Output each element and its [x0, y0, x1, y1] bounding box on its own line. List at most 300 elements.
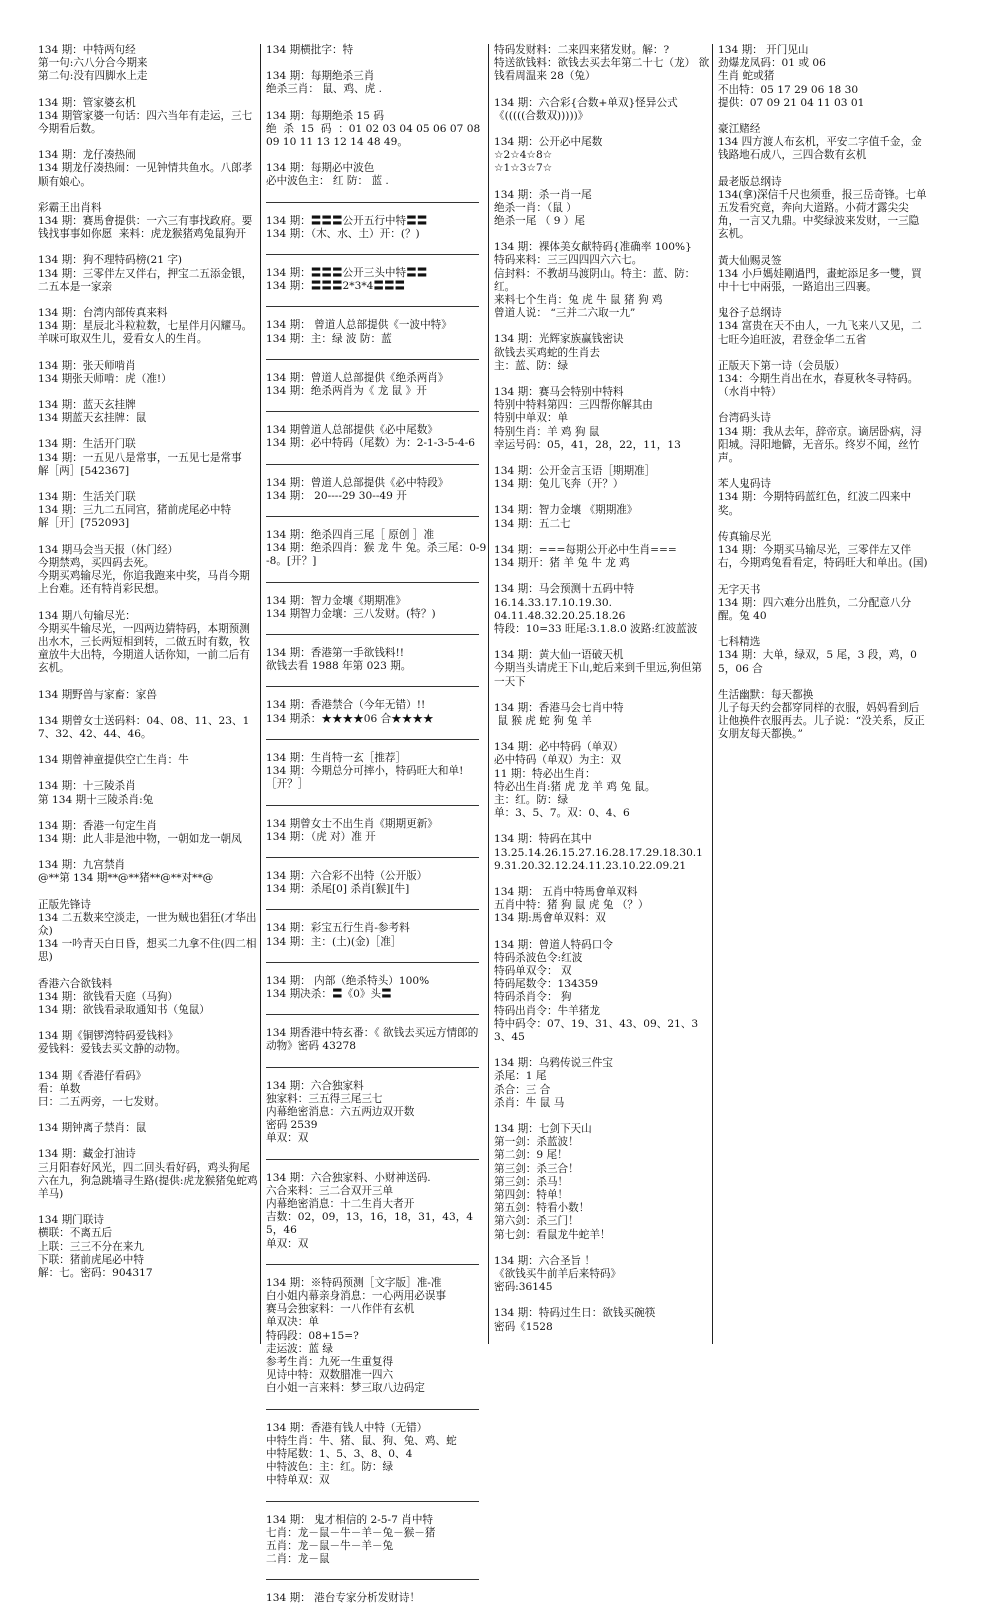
block-heading: 134 期： 鬼才相信的 2-5-7 肖中特 [266, 1513, 434, 1526]
block-line: 今期禁鸡，买四码去死。 [38, 556, 155, 569]
block-line: 134 期决杀：〓《0》头〓 [266, 987, 392, 1000]
block-line: 提供：07 09 21 04 11 03 01 [718, 96, 865, 109]
block-line: 单双：双 [266, 1132, 309, 1145]
column-3 [490, 44, 712, 1344]
block-heading: 134 期：乌鸦传说三件宝 [494, 1057, 613, 1070]
block-line: 特必出生肖:猪 虎 龙 羊 鸡 兔 鼠。 [494, 780, 656, 793]
block-divider [266, 202, 479, 203]
block-line: 134 期：（木、水、土）开：(？) [266, 227, 420, 240]
block-line: 134 期：我从去年，辞帝京。谪居卧病，浔阳城。浔阳地僻，无音乐。终岁不闻，丝竹声。 [718, 425, 922, 465]
text-block [38, 202, 260, 242]
text-block [38, 491, 260, 531]
text-block [266, 752, 488, 792]
block-line: 134 期：此人非是池中物，一朝如龙一朝凤 [38, 832, 242, 845]
block-heading: 134 期：绝杀四肖三尾［ 原创 ］准 [266, 529, 435, 542]
block-line: 134(拿)深信千尺也须垂，报三岳奇锋。七单五发看究竟，奔向大道路。小荷才露尖尖角，一言又九鼎。中奖绿波来发财，一三隐玄机。 [718, 188, 927, 241]
block-heading: 黃大仙赐灵签 [718, 254, 782, 267]
text-block [494, 136, 712, 176]
block-heading: 134 期：六合彩不出特（公开版） [266, 869, 428, 882]
text-block [38, 1030, 260, 1056]
block-line: 134 一吟青天白日昏，想买二九拿不住(四二相思) [38, 938, 257, 964]
block-heading: 134 期：曾道人总部提供《绝杀两肖》 [266, 371, 449, 384]
text-block [266, 215, 488, 241]
block-line: 欲钱去看 1988 年第 023 期。 [266, 660, 412, 673]
block-heading: 134 期：※特码预测［文字版］准-准 [266, 1276, 442, 1289]
block-line: 11 期：特必出生肖： [494, 767, 596, 780]
block-line: 134 期：今期买马输尽光，三零伴左又伴右，今期鸡兔看看定，特码旺大和单出。(国) [718, 544, 928, 570]
block-line: 134 期：欲钱看天庭（马狗） [38, 990, 179, 1003]
block-line: 解［开］[752093] [38, 517, 130, 530]
block-line: 单：3、5、7。双：0、4、6 [494, 807, 630, 820]
block-heading: 134 期：特码过生日：欲钱买碗筷 [494, 1307, 656, 1320]
text-block [266, 870, 488, 896]
block-line: 密码《1528 [494, 1320, 553, 1333]
block-line: 特码尾数令：134359 [494, 978, 599, 991]
text-block [266, 1080, 488, 1146]
block-line: 第一句:六八分合今期来 [38, 57, 148, 70]
block-heading: 134 期： 开门见山 [718, 44, 809, 56]
text-block [38, 1214, 260, 1280]
block-divider [266, 857, 479, 858]
block-divider [266, 1014, 479, 1015]
text-block [494, 333, 712, 373]
block-heading: 台湾码头诗 [718, 412, 771, 425]
block-heading: 134 期：生活关门联 [38, 491, 136, 504]
block-line: 鼠 猴 虎 蛇 狗 兔 羊 [494, 714, 592, 727]
text-block [494, 886, 712, 926]
block-line: 看：单数 [38, 1082, 81, 1095]
block-line: 幸运号码：05，41，28，22，11，13 [494, 438, 681, 451]
text-block [494, 504, 712, 530]
text-block [266, 595, 488, 621]
text-block [38, 307, 260, 347]
block-line: 特码杀波色令:红波 [494, 951, 583, 964]
text-block [266, 1514, 488, 1567]
block-divider [266, 516, 479, 517]
block-line: 不出特：05 17 29 06 18 30 [718, 83, 859, 96]
block-line: 今期买牛输尽光，一四两边猜特码，本期预测出水木，三长两短相到转，二做五时有数，牧童放牛大出特，今期道人话你知，一前二后有玄机。 [38, 622, 250, 675]
block-heading: 134 期：中特两句经 [38, 44, 136, 56]
block-line: 解：七。密码：904317 [38, 1267, 153, 1280]
block-line: 白小姐一言来料：梦三取八边码定 [266, 1382, 425, 1395]
block-heading: 134 期：每期绝杀三肖 [266, 70, 375, 83]
block-line: 赛马会独家料：一八作伴有玄机 [266, 1303, 415, 1316]
text-block [494, 583, 712, 636]
block-line: 134 期：大单，绿双，5 尾，3 段，鸡，05，06 合 [718, 649, 917, 675]
text-block [266, 70, 488, 96]
block-line: 第二句:没有四脚水上走 [38, 70, 148, 83]
text-block [718, 360, 928, 400]
text-block [38, 754, 260, 767]
block-heading: 134 期：香港有钱人中特（无错） [266, 1421, 428, 1434]
block-heading: 134 期：每期绝杀 15 码 [266, 109, 384, 122]
block-line: 特码段：08+15=? [266, 1329, 359, 1342]
text-block [718, 412, 928, 465]
text-block [494, 649, 712, 689]
block-line: 134 期智力金壤：三八发财。(特？) [266, 607, 436, 620]
block-line: 第五剑：特看小数！ [494, 1202, 590, 1215]
text-block [266, 699, 488, 725]
text-block [38, 689, 260, 702]
text-block [266, 424, 488, 450]
block-heading: 豪江赌经 [718, 123, 761, 136]
block-heading: 134 期：光辉家族赢钱密诀 [494, 333, 624, 346]
block-heading: 134 期：〓〓〓公开三头中特〓〓 [266, 267, 428, 280]
block-line: 必中特码（单双）为主：双 [494, 754, 622, 767]
block-line: 曾道人说： “三并二六取一九” [494, 307, 636, 320]
block-line: 爱钱料：爱钱去买文静的动物。 [38, 1043, 187, 1056]
block-heading: 134 期门联诗 [38, 1214, 104, 1227]
text-block [266, 1592, 488, 1605]
text-block [494, 1307, 712, 1333]
block-heading: 134 期：六合独家料、小财神送码. [266, 1171, 431, 1184]
column-1 [34, 44, 260, 1344]
block-line: 16.14.33.17.10.19.30. [494, 596, 612, 609]
block-line: 第三剑：杀马！ [494, 1175, 569, 1188]
block-heading: 生活幽默：每天都换 [718, 688, 814, 701]
column-divider [260, 44, 261, 1344]
block-line: 134 四方渡人布玄机，平安二字值千金，金钱路地石成八，三四合数有玄机 [718, 136, 922, 162]
block-line: 134 期：（虎 对）准 开 [266, 830, 376, 843]
block-divider [266, 634, 479, 635]
block-line: 绝杀三肖： 鼠、鸡、虎 . [266, 83, 383, 96]
text-block [718, 478, 928, 518]
block-line: 特码来料：三三四四四六六七。 [494, 254, 643, 267]
block-heading: 134 期：六合彩{合数+单双}怪异公式 [494, 96, 678, 109]
block-heading: 134 期：〓〓〓公开五行中特〓〓 [266, 214, 428, 227]
block-line: 134 期：绝杀两肖为《 龙 鼠 》开 [266, 385, 427, 398]
block-heading: 134 期：七剑下天山 [494, 1123, 592, 1135]
block-line: 生肖 蛇或猪 [718, 70, 775, 83]
text-block [718, 636, 928, 676]
block-divider [266, 909, 479, 910]
block-divider [266, 962, 479, 963]
block-line: 134 富贵在天不由人，一九飞来八又见，二七旺今追旺波，君登金华二五省 [718, 320, 922, 346]
block-heading: 134 期：黄大仙一语破天机 [494, 649, 624, 662]
block-line: 中特单双：双 [266, 1474, 330, 1487]
block-heading: 134 期：生活开门联 [38, 438, 136, 451]
block-line: 劲爆龙凤码：01 或 06 [718, 57, 826, 70]
block-heading: 134 期：杀一肖一尾 [494, 188, 592, 201]
block-line: 特别中特料第四：三四帮你解其由 [494, 399, 653, 412]
block-line: 134 期：主：绿 波 防：蓝 [266, 332, 392, 345]
text-block [494, 939, 712, 1045]
block-heading: 134 期：六合圣旨 ！ [494, 1254, 596, 1267]
block-line: 必中波色主： 红 防： 蓝 . [266, 175, 389, 188]
text-block [266, 922, 488, 948]
text-block [494, 833, 712, 873]
block-divider [266, 306, 479, 307]
block-heading: 134 期：曾道人特码口令 [494, 938, 613, 951]
block-heading: 134 期：张天师啃肖 [38, 359, 136, 372]
text-block [38, 859, 260, 885]
text-block [494, 741, 712, 820]
block-line: 上联：三三不分在来九 [38, 1240, 144, 1253]
block-line: 13.25.14.26.15.27.16.28.17.29.18.30.19.31.20.32.12.24.11.23.10.22.09.21 [494, 846, 703, 872]
block-divider [266, 582, 479, 583]
block-heading: 无字天书 [718, 583, 761, 596]
text-block [266, 975, 488, 1001]
block-line: 134 期:馬會单双料：双 [494, 912, 606, 925]
block-heading: 134 期：特码在其中 [494, 833, 592, 846]
block-heading: 134 期：九宫禁肖 [38, 859, 126, 872]
block-heading: 134 期钟离子禁肖：鼠 [38, 1122, 147, 1135]
block-line: 134 期张天师啃：虎（准!） [38, 372, 172, 385]
block-line: 五肖：龙－鼠－牛－羊－兔 [266, 1540, 394, 1553]
block-divider [266, 739, 479, 740]
text-block [718, 689, 928, 742]
block-heading: 七科精选 [718, 636, 761, 649]
block-heading: 特码发财料：二来四来猪发财。解：? [494, 44, 670, 56]
block-line: 单双决：单 [266, 1316, 319, 1329]
block-heading: 134 期：智力金壤 《期期准》 [494, 504, 638, 517]
block-line: 六合来料：三二合双开三单 [266, 1184, 394, 1197]
block-line: 第 134 期十三陵杀肖:兔 [38, 793, 154, 806]
block-line: 主：蓝、防：绿 [494, 359, 569, 372]
block-heading: 传真输尽光 [718, 530, 771, 543]
block-heading: 134 期野兽与家畜：家兽 [38, 688, 157, 701]
block-heading: 134 期： 内部（绝杀特头）100% [266, 974, 430, 987]
block-heading: 134 期： 曾道人总部提供《一波中特》 [266, 319, 452, 332]
column-2 [262, 44, 488, 1605]
block-line: 134 期：五二七 [494, 517, 571, 530]
text-block [266, 372, 488, 398]
block-heading: 134 期：香港第一手欲钱料!! [266, 647, 405, 660]
text-block [38, 97, 260, 137]
block-line: 04.11.48.32.20.25.18.26 [494, 609, 626, 622]
block-heading: 134 期： 五肖中特馬會单双料 [494, 885, 638, 898]
block-heading: 鬼谷子总纲诗 [718, 307, 782, 320]
text-block [266, 267, 488, 293]
block-line: 来料七个生肖：兔 虎 牛 鼠 猪 狗 鸡 [494, 294, 663, 307]
text-block [266, 1277, 488, 1396]
text-block [718, 176, 928, 242]
block-line: 下联：猪前虎尾必中特 [38, 1253, 144, 1266]
block-line: 绝杀一肖：（鼠 ） [494, 201, 577, 214]
block-heading: 134 期：六合独家料 [266, 1079, 364, 1092]
text-block [494, 702, 712, 728]
text-block [718, 123, 928, 163]
block-line: 欲钱去买鸡蛇的生肖去 [494, 346, 600, 359]
block-line: 特段：10=33 旺尾:3.1.8.0 波路:红波蓝波 [494, 622, 698, 635]
block-line: 134 小戶媽娃剛過門，畫蛇添足多一雙，買中十七中兩張，一路追出三四裹。 [718, 267, 922, 294]
block-heading: 134 期曾女士不出生肖《期期更新》 [266, 817, 438, 830]
block-line: 中特尾数：1、5、3、8、0、4 [266, 1448, 413, 1460]
block-line: 134 期：星辰北斗粒粒数，七星伴月闪耀马。羊咪可取双生儿，爱看女人的生肖。 [38, 320, 253, 346]
text-block [494, 1057, 712, 1110]
text-block [38, 360, 260, 386]
block-line: 134 期：欲钱看录取通知书（兔鼠） [38, 1003, 210, 1016]
text-block [718, 307, 928, 347]
block-heading: 134 期：公开必中尾数 [494, 136, 603, 149]
block-line: 杀尾：1 尾 [494, 1070, 547, 1083]
block-heading: 134 期：赛马会特别中特料 [494, 386, 624, 399]
block-heading: 134 期：彩宝五行生肖-参考料 [266, 922, 410, 935]
text-block [718, 255, 928, 295]
block-line: 密码 2539 [266, 1119, 318, 1132]
block-line: 特码杀肖令： 狗 [494, 991, 572, 1004]
block-line: 第六剑：杀三门！ [494, 1215, 579, 1228]
text-block [38, 1122, 260, 1135]
text-block [38, 780, 260, 806]
block-heading: 134 期：香港禁合（今年无错）!! [266, 699, 426, 712]
block-heading: 134 期曾道人总部提供《必中尾数》 [266, 424, 438, 437]
block-line: 杀合：三 合 [494, 1083, 551, 1096]
block-divider [266, 254, 479, 255]
block-line: 134 期：绝杀四肖：猴 龙 牛 兔。杀三尾：0-9-8。[开？] [266, 542, 487, 568]
block-line: 134 期：今期总分可摔小，特码旺大和单!［开？］ [266, 765, 464, 791]
block-line: 134 期：赛馬會提供：一六三有事找政府。要钱找事事如你愿 来料：虎龙猴猪鸡兔鼠狗开 [38, 215, 253, 241]
block-line: 134 期：四六难分出胜负，二分配意八分醒。兔 40 [718, 596, 912, 622]
block-line: 主：红。防：绿 [494, 793, 569, 806]
block-line: 今期买鸡输尽光，你追我跑来中奖，马肖今期上台难。还有特肖彩民想。 [38, 570, 250, 596]
block-divider [266, 1264, 479, 1265]
block-line: 第二剑：9 尾！ [494, 1149, 568, 1162]
block-line: 134 期：三零伴左又伴右，押宝二五添金银，二五本是一家亲 [38, 267, 253, 293]
block-divider [266, 1501, 479, 1502]
block-line: 134 期：今期特码蓝红色，红波二四来中奖。 [718, 491, 912, 517]
text-block [38, 715, 260, 741]
block-line: 单双：双 [266, 1237, 309, 1250]
block-line: 见诗中特：双数腊准一四六 [266, 1369, 394, 1382]
block-line: 134 期杀：★★★★06 合★★★★ [266, 712, 434, 725]
block-line: 134 期龙仔凑热闹：一见钟情共鱼水。八郎孝顺有娘心。 [38, 162, 253, 188]
text-block [266, 162, 488, 188]
block-line: 绝杀一尾 （ 9 ）尾 [494, 215, 585, 228]
block-heading: 正版先锋诗 [38, 898, 91, 911]
block-heading: 香港六合欲钱料 [38, 977, 113, 990]
column-divider [488, 44, 489, 1344]
block-line: 中特生肖：牛、猪、鼠、狗、兔、鸡、蛇 [266, 1434, 457, 1447]
block-line: 七肖：龙－鼠－牛－羊－兔－猴－猪 [266, 1526, 436, 1539]
block-heading: 134 期《香港仔看码》 [38, 1069, 147, 1082]
block-heading: 134 期：每期必中波色 [266, 162, 375, 175]
text-block [494, 1255, 712, 1295]
text-block [494, 189, 712, 229]
block-line: 今期当头请虎王下山,蛇后来到千里远,狗但第一天下 [494, 662, 703, 688]
block-line: 吉数：02，09，13，16，18，31，43，45，46 [266, 1211, 474, 1237]
block-line: 解［两］[542367] [38, 464, 130, 477]
text-block [266, 647, 488, 673]
block-heading: 134 期八句输尽光： [38, 609, 136, 622]
text-block [494, 386, 712, 452]
block-line: 134 期开：猪 羊 兔 牛 龙 鸡 [494, 557, 630, 570]
block-line: 134 期：杀尾[0] 杀肖[猴][牛] [266, 883, 410, 896]
block-line: 杀肖：牛 鼠 马 [494, 1096, 565, 1109]
block-line: 第一剑：杀蓝波！ [494, 1136, 579, 1149]
text-block [38, 544, 260, 597]
block-line: 走运波：蓝 绿 [266, 1342, 333, 1355]
text-block [266, 818, 488, 844]
block-line: 第七剑：看鼠龙牛蛇羊！ [494, 1228, 611, 1241]
block-line: 中特波色：主：红。防：绿 [266, 1461, 394, 1474]
text-block [38, 254, 260, 294]
text-block [38, 399, 260, 425]
block-line: 特送欲钱料：欲钱去买去年第二十七（龙） 欲钱看周温来 28（兔） [494, 57, 710, 83]
block-line: 绝 杀 15 码 ：01 02 03 04 05 06 07 08 09 10 11 13 12 14 48 49。 [266, 122, 484, 149]
block-line: 独家料：三五得三尾三七 [266, 1092, 383, 1105]
text-block [266, 477, 488, 503]
block-line: 横联：不离五后 [38, 1227, 113, 1240]
text-block [494, 544, 712, 570]
column-4 [714, 44, 928, 1344]
text-block [494, 97, 712, 123]
text-block [38, 44, 260, 84]
text-block [38, 1148, 260, 1201]
block-heading: 134 期：曾道人总部提供《必中特段》 [266, 476, 449, 489]
block-line: 《(((((合数双)))))》 [494, 109, 589, 122]
block-divider [266, 1579, 479, 1580]
block-heading: 苯人鬼码诗 [718, 478, 771, 491]
block-line: 参考生肖：九死一生重复得 [266, 1355, 394, 1368]
block-line: 特中码令：07、19、31、43、09、21、33、45 [494, 1017, 699, 1043]
newspaper-page [34, 44, 974, 1605]
block-line: 密码:36145 [494, 1281, 553, 1294]
block-line: 特码出肖令：牛羊猪龙 [494, 1004, 600, 1017]
text-block [266, 1027, 488, 1053]
text-block [266, 1422, 488, 1488]
block-heading: 134 期：藏金打油诗 [38, 1148, 136, 1161]
block-line: 第四剑：特单！ [494, 1189, 569, 1202]
text-block [38, 820, 260, 846]
block-line: 特别生肖：羊 鸡 狗 鼠 [494, 425, 600, 438]
block-line: 134 期： 20----29 30--49 开 [266, 489, 407, 502]
block-line: ☆2☆4☆8☆ [494, 149, 553, 162]
block-heading: 134 期：管家婆玄机 [38, 96, 136, 109]
block-line: 内幕绝密消息：六五两边双开数 [266, 1105, 415, 1118]
block-heading: 134 期：===每期公开必中生肖=== [494, 543, 677, 556]
block-heading: 134 期：智力金壤《期期准》 [266, 594, 407, 607]
text-block [494, 465, 712, 491]
block-line: 134 期蓝天玄挂牌：鼠 [38, 412, 147, 425]
text-block [38, 1070, 260, 1110]
text-block [494, 1123, 712, 1242]
block-line: 134 二五数来空淡走，一世为贼也猖狂(才华出众) [38, 911, 257, 937]
text-block [38, 899, 260, 965]
block-heading: 134 期：裸体美女献特码{准确率 100%} [494, 241, 692, 254]
block-line: 134 期：兔儿飞奔（开？） [494, 478, 624, 491]
block-heading: 134 期《铜锣湾特码爱钱料》 [38, 1030, 179, 1043]
block-line: 134 期管家婆一句话：四六当年有走运，三七今期看后数。 [38, 109, 253, 136]
block-heading: 134 期：香港马会七肖中特 [494, 701, 624, 714]
block-line: @**第 134 期**@**猪**@**对**@ [38, 872, 214, 885]
block-divider [266, 686, 479, 687]
block-line: 二肖：龙－鼠 [266, 1553, 330, 1566]
text-block [494, 44, 712, 84]
block-divider [266, 1159, 479, 1160]
text-block [266, 1172, 488, 1251]
text-block [266, 319, 488, 345]
block-heading: 134 期：生肖特一玄［推荐］ [266, 751, 407, 764]
block-heading: 134 期横批字：特 [266, 44, 354, 56]
block-line: 内幕绝密消息：十二生肖大者开 [266, 1197, 415, 1210]
block-line: 五肖中特：猪 狗 鼠 虎 兔 （？） [494, 899, 649, 912]
text-block [494, 241, 712, 320]
text-block [718, 44, 928, 110]
block-heading: 134 期马会当天报（休门经） [38, 543, 179, 556]
text-block [266, 110, 488, 150]
text-block [38, 438, 260, 478]
block-divider [266, 805, 479, 806]
block-heading: 134 期：公开金言玉语［期期准］ [494, 465, 656, 478]
block-heading: 134 期：香港一句定生肖 [38, 819, 157, 832]
text-block [38, 149, 260, 189]
text-block [718, 531, 928, 571]
block-line: ☆1☆3☆7☆ [494, 162, 553, 175]
block-line: 134 期：〓〓〓2*3*4〓〓〓 [266, 280, 406, 293]
block-heading: 134 期：龙仔凑热闹 [38, 149, 136, 162]
block-heading: 正版天下第一诗（会员版） [718, 359, 846, 372]
